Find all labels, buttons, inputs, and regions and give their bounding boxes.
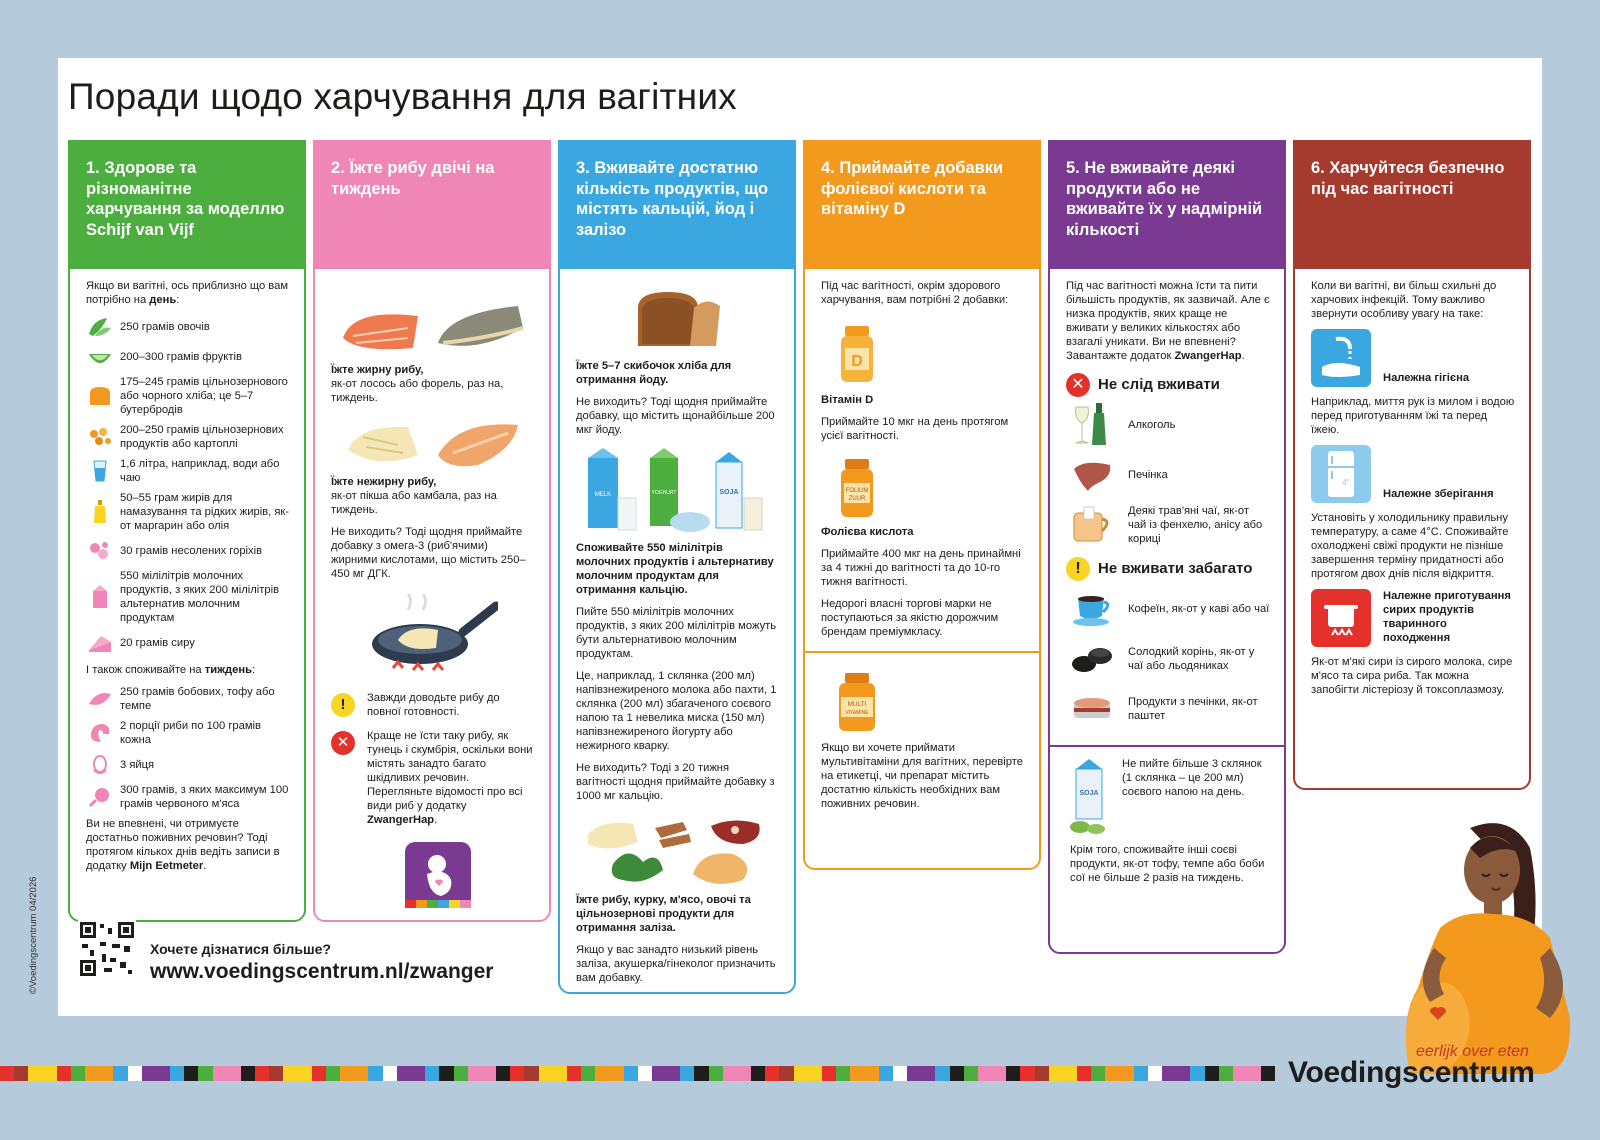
stripe-segment bbox=[1020, 1066, 1034, 1081]
dairy-example-text: Це, наприклад, 1 склянка (200 мл) напівзнежиреного молока або пахти, 1 склянка (200 мл) збагаченого соєвого напою та 1 невелика миска (150 мл) напівзнежиреного йогурту або нежирного кварку. bbox=[576, 670, 777, 752]
list-item-text: Алкоголь bbox=[1128, 419, 1176, 431]
list-item-text: 2 порції риби по 100 грамів кожна bbox=[120, 720, 261, 746]
stripe-segment bbox=[950, 1066, 964, 1081]
do-not-consume-list bbox=[1066, 403, 1270, 547]
stripe-segment bbox=[1205, 1066, 1219, 1081]
soy-milk-icon bbox=[1066, 757, 1114, 837]
list-item bbox=[86, 783, 290, 811]
stripe-segment bbox=[765, 1066, 779, 1081]
stripe-segment bbox=[808, 1066, 822, 1081]
multivitamin-illustration bbox=[821, 663, 1025, 741]
hygiene-text: Наприклад, миття рук із милом і водою перед приготуванням їжі та перед їжею. bbox=[1311, 396, 1515, 436]
stripe-segment bbox=[553, 1066, 567, 1081]
dairy-amount-text: Пийте 550 мілілітрів молочних продуктів, з яких 200 мілілітрів можуть бути альтернативою молочним продуктам. bbox=[576, 606, 777, 660]
vitamin-d-text: Приймайте 10 мкг на день протягом усієї вагітності. bbox=[821, 416, 1009, 442]
more-info-link[interactable]: www.voedingscentrum.nl/zwanger bbox=[150, 960, 494, 983]
stripe-segment bbox=[241, 1066, 255, 1081]
avoid-fish-note: ✕ Краще не їсти таку рибу, як тунець і скумбрія, оскільки вони містять занадто багато шкідливих речовин. Перегляньте відомості про всі види риб у додатку ZwangerHap. bbox=[331, 729, 535, 827]
milk-carton-icon bbox=[86, 585, 114, 609]
lean-fish-text: Їжте нежирну рибу, як-от пікша або камбала, раз на тиждень. bbox=[331, 476, 497, 516]
stripe-segment bbox=[737, 1066, 751, 1081]
stripe-segment bbox=[879, 1066, 893, 1081]
stripe-segment bbox=[1233, 1066, 1247, 1081]
hand-washing-icon bbox=[1311, 329, 1371, 387]
storage-item: 4° Належне зберігання bbox=[1311, 445, 1515, 503]
stripe-segment bbox=[539, 1066, 553, 1081]
stripe-segment bbox=[43, 1066, 57, 1081]
calcium-text: Споживайте 550 мілілітрів молочних продуктів і альтернативу молочним продуктам для отримання кальцію. bbox=[576, 542, 774, 596]
list-item-text: Солодкий корінь, як-от у чаї або льодяниках bbox=[1128, 646, 1255, 672]
cooking-text: Як-от м'які сири із сирого молока, сире м'ясо та сира риба. Так можна запобігти лістеріозу й токсоплазмозу. bbox=[1311, 656, 1513, 696]
folic-label-line-1: FOLIUM bbox=[845, 488, 869, 494]
zwangerhap-app-icon-block bbox=[341, 837, 535, 913]
list-item-text: 1,6 літра, наприклад, води або чаю bbox=[120, 458, 280, 484]
warning-icon: ! bbox=[1066, 557, 1090, 581]
stripe-segment bbox=[85, 1066, 99, 1081]
stripe-segment bbox=[1176, 1066, 1190, 1081]
stripe-segment bbox=[836, 1066, 850, 1081]
brand-logo[interactable]: Voedingscentrum bbox=[1288, 1056, 1535, 1089]
list-item bbox=[1066, 687, 1270, 731]
copyright-credit: ©Voedingscentrum 04/2026 bbox=[28, 876, 39, 994]
iron-foods-icon bbox=[583, 814, 773, 890]
vitamin-d-title: Вітамін D bbox=[821, 394, 874, 406]
list-item-text: 30 грамів несолених горіхів bbox=[120, 545, 263, 557]
store-brand-text: Недорогі власні торгові марки не поступаються за якістю дорожчим брендам преміумкласу. bbox=[821, 598, 999, 638]
page-title: Поради щодо харчування для вагітних bbox=[68, 76, 737, 117]
forbidden-icon: ✕ bbox=[331, 731, 355, 755]
stripe-segment bbox=[128, 1066, 142, 1081]
stripe-segment bbox=[609, 1066, 623, 1081]
cooking-pot-icon bbox=[1311, 589, 1371, 647]
color-stripe-bar bbox=[0, 1066, 1275, 1081]
fatty-fish-illustration bbox=[331, 293, 535, 363]
list-item bbox=[86, 315, 290, 339]
stripe-segment bbox=[1077, 1066, 1091, 1081]
fatty-fish-text: Їжте жирну рибу, як-от лосось або форель, раз на, тиждень. bbox=[331, 364, 504, 404]
list-item-text: 50–55 грам жирів для намазування та рідких жирів, як-от маргарин або олія bbox=[120, 492, 290, 532]
nuts-icon bbox=[86, 539, 114, 563]
multivitamin-label-line-2: VITAMINE bbox=[845, 710, 869, 716]
carton-label-soja: SOJA bbox=[719, 489, 739, 496]
fridge-icon bbox=[1311, 445, 1371, 503]
stripe-segment bbox=[907, 1066, 921, 1081]
fridge-temperature: 4° bbox=[1342, 478, 1350, 487]
stripe-segment bbox=[978, 1066, 992, 1081]
column-healthy-diet bbox=[68, 140, 306, 922]
stripe-segment bbox=[1006, 1066, 1020, 1081]
list-item bbox=[86, 375, 290, 417]
fruit-icon bbox=[86, 345, 114, 369]
column-heading: 6. Харчуйтеся безпечно під час вагітності bbox=[1295, 142, 1529, 269]
stripe-segment bbox=[113, 1066, 127, 1081]
column-heading: 2. Їжте рибу двічі на тиждень bbox=[315, 142, 549, 269]
folic-label-line-2: ZUUR bbox=[848, 496, 866, 502]
iodine-supplement-text: Не виходить? Тоді щодня приймайте добавку, що містить щонайбільше 200 мкг йоду. bbox=[576, 396, 775, 436]
vitamin-d-label: D bbox=[851, 353, 863, 370]
shrimp-icon bbox=[86, 721, 114, 745]
stripe-segment bbox=[935, 1066, 949, 1081]
stripe-segment bbox=[468, 1066, 482, 1081]
list-item bbox=[86, 685, 290, 713]
dairy-products-icon bbox=[578, 448, 778, 538]
multivitamin-bottle-icon bbox=[835, 671, 879, 733]
stripe-segment bbox=[1261, 1066, 1275, 1081]
stripe-segment bbox=[709, 1066, 723, 1081]
list-item bbox=[86, 753, 290, 777]
zwangerhap-app-icon[interactable] bbox=[403, 840, 473, 910]
list-item-text: 200–300 грамів фруктів bbox=[120, 351, 242, 363]
omega-text: Не виходить? Тоді щодня приймайте добавку з омега-3 (риб'ячими) жирними кислотами, що містить 250–450 мг ДГК. bbox=[331, 526, 526, 580]
stripe-segment bbox=[864, 1066, 878, 1081]
multivitamin-label-line-1: MULTI bbox=[847, 701, 867, 708]
daily-intro: Якщо ви вагітні, ось приблизно що вам потрібно на день: bbox=[86, 280, 289, 306]
stripe-segment bbox=[624, 1066, 638, 1081]
stripe-segment bbox=[1120, 1066, 1134, 1081]
stripe-segment bbox=[779, 1066, 793, 1081]
stripe-segment bbox=[1035, 1066, 1049, 1081]
stripe-segment bbox=[255, 1066, 269, 1081]
pregnant-woman-illustration bbox=[1400, 818, 1580, 1074]
soy-note: SOJA Не пийте більше 3 склянок (1 склянка – це 200 мл) соєвого напою на день. bbox=[1066, 757, 1270, 837]
haddock-plaice-icon bbox=[338, 415, 528, 473]
stripe-segment bbox=[666, 1066, 680, 1081]
stripe-segment bbox=[99, 1066, 113, 1081]
licorice-icon bbox=[1066, 637, 1118, 681]
stripe-segment bbox=[368, 1066, 382, 1081]
weekly-list bbox=[86, 685, 290, 811]
list-item-text: 300 грамів, з яких максимум 100 грамів червоного м'яса bbox=[120, 784, 289, 810]
warning-icon: ! bbox=[331, 693, 355, 717]
liver-icon bbox=[1066, 453, 1118, 497]
vegetables-icon bbox=[86, 315, 114, 339]
stripe-segment bbox=[652, 1066, 666, 1081]
beans-icon bbox=[86, 687, 114, 711]
column-heading: 5. Не вживайте деякі продукти або не вживайте їх у надмірній кількості bbox=[1050, 142, 1284, 269]
stripe-segment bbox=[1105, 1066, 1119, 1081]
soy-carton-label: SOJA bbox=[1079, 790, 1099, 797]
section-divider bbox=[805, 651, 1039, 653]
stripe-segment bbox=[57, 1066, 71, 1081]
list-item bbox=[86, 719, 290, 747]
supplements-intro: Під час вагітності, окрім здорового харчування, вам потрібні 2 добавки: bbox=[821, 280, 1009, 306]
list-item bbox=[86, 423, 290, 451]
multivitamin-text: Якщо ви хочете приймати мультивітаміни для вагітних, перевірте на етикетці, чи препарат містить достатню кількість необхідних вам поживних речовин. bbox=[821, 742, 1023, 810]
calcium-supplement-text: Не виходить? Тоді з 20 тижня вагітності щодня приймайте добавку з 1000 мг кальцію. bbox=[576, 762, 775, 802]
stripe-segment bbox=[496, 1066, 510, 1081]
stripe-segment bbox=[227, 1066, 241, 1081]
bread-illustration bbox=[576, 283, 780, 359]
stripe-segment bbox=[964, 1066, 978, 1081]
column-heading: 3. Вживайте достатню кількість продуктів, що містять кальцій, йод і залізо bbox=[560, 142, 794, 269]
stripe-segment bbox=[1190, 1066, 1204, 1081]
stripe-segment bbox=[482, 1066, 496, 1081]
soy-products-text: Крім того, споживайте інші соєві продукти, як-от тофу, темпе або боби сої не більше 2 разів на тиждень. bbox=[1070, 844, 1265, 884]
list-item bbox=[86, 457, 290, 485]
list-item-text: 175–245 грамів цільнозернового або чорного хліба; це 5–7 бутербродів bbox=[120, 376, 288, 416]
list-item bbox=[86, 345, 290, 369]
stripe-segment bbox=[992, 1066, 1006, 1081]
stripe-segment bbox=[142, 1066, 156, 1081]
qr-code-icon[interactable] bbox=[78, 920, 136, 978]
stripe-segment bbox=[1063, 1066, 1077, 1081]
vitamin-d-bottle-icon bbox=[837, 324, 877, 384]
stripe-segment bbox=[751, 1066, 765, 1081]
stripe-segment bbox=[454, 1066, 468, 1081]
column-avoid-foods bbox=[1048, 140, 1286, 954]
column-calcium-iodine-iron bbox=[558, 140, 796, 994]
list-item bbox=[86, 491, 290, 533]
list-item bbox=[1066, 587, 1270, 631]
stripe-segment bbox=[850, 1066, 864, 1081]
list-item-text: Кофеїн, як-от у каві або чаї bbox=[1128, 603, 1270, 615]
avoid-intro: Під час вагітності можна їсти та пити більшість продуктів, як зазвичай. Але є низка продуктів, яких краще не вживати у великих кількостях або взагалі уникати. Ви не впевнені? Завантажте додаток ZwangerHap. bbox=[1066, 280, 1270, 362]
brand-tagline: eerlijk over eten bbox=[1416, 1043, 1529, 1060]
stripe-segment bbox=[595, 1066, 609, 1081]
list-item-text: 3 яйця bbox=[120, 759, 155, 771]
stripe-segment bbox=[198, 1066, 212, 1081]
stripe-segment bbox=[425, 1066, 439, 1081]
stripe-segment bbox=[524, 1066, 538, 1081]
forbidden-icon: ✕ bbox=[1066, 373, 1090, 397]
folic-acid-text: Приймайте 400 мкг на день принаймні за 4 тижні до вагітності та до 10-го тижня вагітності. bbox=[821, 548, 1021, 588]
list-item bbox=[1066, 453, 1270, 497]
stripe-segment bbox=[581, 1066, 595, 1081]
list-item-text: 250 грамів бобових, тофу або темпе bbox=[120, 686, 275, 712]
list-item bbox=[86, 569, 290, 625]
salmon-trout-icon bbox=[338, 298, 528, 358]
alcohol-icon bbox=[1066, 403, 1118, 447]
section-divider bbox=[1050, 745, 1284, 747]
folic-acid-illustration bbox=[821, 451, 1025, 525]
stripe-segment bbox=[28, 1066, 42, 1081]
lean-fish-illustration bbox=[331, 413, 535, 475]
stripe-segment bbox=[213, 1066, 227, 1081]
folic-acid-bottle-icon bbox=[837, 457, 877, 519]
stripe-segment bbox=[156, 1066, 170, 1081]
do-not-consume-heading: ✕ Не слід вживати bbox=[1066, 373, 1270, 397]
stripe-segment bbox=[694, 1066, 708, 1081]
carton-label-milk: MELK bbox=[594, 492, 612, 498]
column-heading: 4. Приймайте добавки фолієвої кислоти та вітаміну D bbox=[805, 142, 1039, 269]
stripe-segment bbox=[1148, 1066, 1162, 1081]
stripe-segment bbox=[1162, 1066, 1176, 1081]
poster-sheet bbox=[58, 58, 1542, 1016]
list-item bbox=[86, 631, 290, 655]
stripe-segment bbox=[0, 1066, 14, 1081]
food-safety-intro: Коли ви вагітні, ви більш схильні до харчових інфекцій. Тому важливо звернути особливу увагу на таке: bbox=[1311, 280, 1497, 320]
water-glass-icon bbox=[86, 459, 114, 483]
daily-list bbox=[86, 315, 290, 655]
stripe-segment bbox=[283, 1066, 297, 1081]
list-item-text: 20 грамів сиру bbox=[120, 637, 195, 649]
list-item bbox=[1066, 403, 1270, 447]
frying-pan-illustration bbox=[331, 589, 535, 681]
stripe-segment bbox=[1091, 1066, 1105, 1081]
stripe-segment bbox=[298, 1066, 312, 1081]
stripe-segment bbox=[921, 1066, 935, 1081]
stripe-segment bbox=[340, 1066, 354, 1081]
bread-icon bbox=[86, 384, 114, 408]
stripe-segment bbox=[794, 1066, 808, 1081]
stripe-segment bbox=[1219, 1066, 1233, 1081]
stripe-segment bbox=[354, 1066, 368, 1081]
stripe-segment bbox=[439, 1066, 453, 1081]
stripe-segment bbox=[269, 1066, 283, 1081]
eetmeter-note: Ви не впевнені, чи отримуєте достатньо поживних речовин? Тоді протягом кількох днів ведіть записи в додатку Mijn Eetmeter. bbox=[86, 818, 280, 872]
coffee-icon bbox=[1066, 587, 1118, 631]
stripe-segment bbox=[184, 1066, 198, 1081]
iron-supplement-text: Якщо у вас занадто низький рівень заліза, акушерка/гінеколог призначить вам добавку. bbox=[576, 944, 776, 984]
stripe-segment bbox=[680, 1066, 694, 1081]
more-info-question: Хочете дізнатися більше? bbox=[150, 941, 331, 957]
iodine-text: Їжте 5–7 скибочок хліба для отримання йоду. bbox=[576, 360, 732, 386]
list-item bbox=[86, 539, 290, 563]
column-fish bbox=[313, 140, 551, 922]
cheese-icon bbox=[86, 631, 114, 655]
stripe-segment bbox=[1134, 1066, 1148, 1081]
list-item-text: Деякі трав'яні чаї, як-от чай із фенхелю, анісу або кориці bbox=[1128, 505, 1263, 545]
limit-list bbox=[1066, 587, 1270, 731]
list-item bbox=[1066, 637, 1270, 681]
carton-label-yoghurt: YOGHURT bbox=[651, 490, 677, 496]
stripe-segment bbox=[411, 1066, 425, 1081]
frying-pan-icon bbox=[368, 592, 498, 678]
hygiene-item: Належна гігієна bbox=[1311, 329, 1515, 387]
stripe-segment bbox=[312, 1066, 326, 1081]
vitamin-d-illustration bbox=[821, 315, 1025, 393]
stripe-segment bbox=[567, 1066, 581, 1081]
stripe-segment bbox=[14, 1066, 28, 1081]
stripe-segment bbox=[1049, 1066, 1063, 1081]
stripe-segment bbox=[170, 1066, 184, 1081]
list-item-text: Печінка bbox=[1128, 469, 1168, 481]
stripe-segment bbox=[893, 1066, 907, 1081]
limit-heading: ! Не вживати забагато bbox=[1066, 557, 1270, 581]
herbal-tea-icon bbox=[1066, 503, 1118, 547]
iron-foods-illustration bbox=[576, 811, 780, 893]
stripe-segment bbox=[638, 1066, 652, 1081]
grains-icon bbox=[86, 425, 114, 449]
cooking-item: Належне приготування сирих продуктів тваринного походження bbox=[1311, 589, 1515, 647]
stripe-segment bbox=[397, 1066, 411, 1081]
iron-text: Їжте рибу, курку, м'ясо, овочі та цільнозернові продукти для отримання заліза. bbox=[576, 894, 751, 934]
oil-bottle-icon bbox=[86, 500, 114, 524]
weekly-intro: І також споживайте на тиждень: bbox=[86, 664, 256, 676]
stripe-segment bbox=[723, 1066, 737, 1081]
list-item-text: 200–250 грамів цільнозернових продуктів або картоплі bbox=[120, 424, 284, 450]
column-supplements bbox=[803, 140, 1041, 870]
list-item-text: 550 мілілітрів молочних продуктів, з яких 200 мілілітрів альтернатив молочним продуктам bbox=[120, 570, 280, 624]
stripe-segment bbox=[383, 1066, 397, 1081]
stripe-segment bbox=[510, 1066, 524, 1081]
stripe-segment bbox=[822, 1066, 836, 1081]
list-item bbox=[1066, 503, 1270, 547]
stripe-segment bbox=[326, 1066, 340, 1081]
stripe-segment bbox=[1247, 1066, 1261, 1081]
bread-loaf-icon bbox=[628, 286, 728, 356]
list-item-text: 250 грамів овочів bbox=[120, 321, 210, 333]
stripe-segment bbox=[71, 1066, 85, 1081]
column-heading: 1. Здорове та різноманітне харчування за моделлю Schijf van Vijf bbox=[70, 142, 304, 269]
list-item-text: Продукти з печінки, як-от паштет bbox=[1128, 696, 1258, 722]
column-food-safety bbox=[1293, 140, 1531, 790]
folic-acid-title: Фолієва кислота bbox=[821, 526, 914, 538]
cook-fish-note: ! Завжди доводьте рибу до повної готовності. bbox=[331, 691, 535, 719]
dairy-illustration bbox=[576, 445, 780, 541]
pate-icon bbox=[1066, 687, 1118, 731]
egg-icon bbox=[86, 753, 114, 777]
storage-text: Установіть у холодильнику правильну температуру, а саме 4°C. Споживайте охолоджені свіжі продукти не пізніше завершення терміну придатності або протягом двох днів після відкриття. bbox=[1311, 512, 1509, 580]
meat-icon bbox=[86, 785, 114, 809]
